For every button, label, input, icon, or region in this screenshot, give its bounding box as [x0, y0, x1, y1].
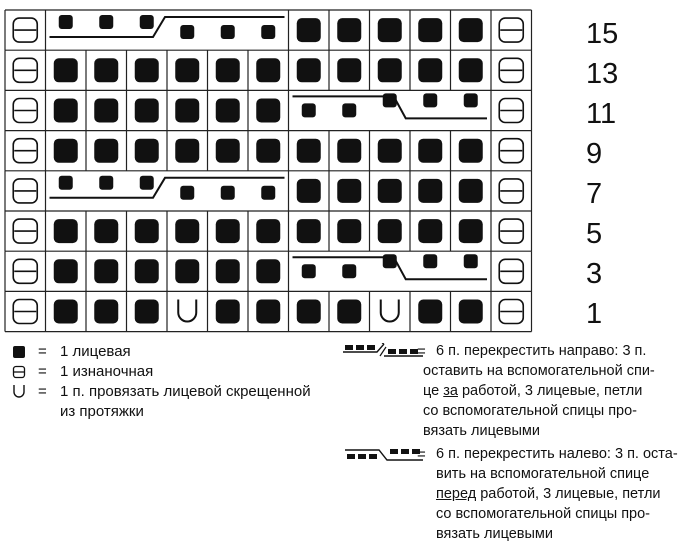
- knit-stitch: [54, 99, 78, 123]
- row-number-15: 15: [586, 18, 619, 50]
- twisted-knit-stitch: [381, 300, 399, 322]
- cable-right-text-5: вязать лицевыми: [423, 423, 540, 439]
- knit-stitch: [256, 99, 280, 123]
- row-number-7: 7: [586, 178, 603, 210]
- cable-stitch: [140, 15, 154, 29]
- knit-stitch: [378, 58, 402, 82]
- purl-stitch: [499, 179, 523, 203]
- purl-stitch: [499, 300, 523, 324]
- knit-stitch: [459, 179, 483, 203]
- knit-stitch: [175, 259, 199, 283]
- purl-stitch: [13, 300, 37, 324]
- cable-stitch: [261, 186, 275, 200]
- knit-stitch: [94, 300, 118, 324]
- twisted-knit-stitch: [178, 300, 196, 322]
- row-number-1: 1: [586, 298, 603, 330]
- cable-left-text-1: 6 п. перекрестить налево: 3 п. оста-: [436, 446, 678, 462]
- legend-eq: =: [417, 446, 426, 463]
- cable-stitch: [423, 254, 437, 268]
- knit-stitch: [256, 58, 280, 82]
- knit-stitch: [94, 99, 118, 123]
- knit-stitch: [216, 99, 240, 123]
- knit-stitch: [297, 18, 321, 42]
- cable-stitch: [464, 254, 478, 268]
- knit-stitch: [459, 300, 483, 324]
- purl-stitch: [13, 179, 37, 203]
- cable-stitch: [99, 15, 113, 29]
- purl-stitch: [13, 219, 37, 243]
- knit-stitch: [54, 58, 78, 82]
- cable-stitch: [423, 93, 437, 107]
- cable-stitch: [464, 93, 478, 107]
- knit-stitch: [459, 58, 483, 82]
- knit-stitch: [94, 139, 118, 163]
- cable-stitch: [180, 25, 194, 39]
- purl-stitch: [13, 139, 37, 163]
- purl-symbol-icon: [12, 365, 26, 379]
- knit-stitch: [216, 139, 240, 163]
- cable-stitch: [302, 103, 316, 117]
- purl-stitch: [13, 99, 37, 123]
- knit-stitch: [297, 58, 321, 82]
- cable-stitch: [342, 264, 356, 278]
- knit-stitch: [94, 259, 118, 283]
- legend-eq: =: [38, 363, 47, 380]
- cable-right-text-3: це за работой, 3 лицевые, петли: [423, 383, 643, 399]
- knit-stitch: [459, 219, 483, 243]
- knit-stitch: [418, 58, 442, 82]
- knit-stitch: [297, 179, 321, 203]
- legend-eq: =: [417, 343, 426, 360]
- cable-stitch: [342, 103, 356, 117]
- cable-stitch: [99, 176, 113, 190]
- twist-symbol-icon: [12, 384, 26, 400]
- cable-stitch: [180, 186, 194, 200]
- cable-stitch: [221, 25, 235, 39]
- cable-stitch: [221, 186, 235, 200]
- cable-left-text-2: вить на вспомогательной спице: [436, 466, 650, 482]
- legend-eq: =: [38, 343, 47, 360]
- knit-stitch: [378, 18, 402, 42]
- cable-right-text-2: оставить на вспомогательной спи-: [423, 363, 655, 379]
- cable-stitch: [302, 264, 316, 278]
- cable-stitch: [140, 176, 154, 190]
- legend-twist-label-2: из протяжки: [60, 403, 144, 420]
- cable-right-symbol-icon: [343, 343, 425, 357]
- knit-stitch: [135, 300, 159, 324]
- knit-stitch: [94, 58, 118, 82]
- knit-stitch: [418, 219, 442, 243]
- row-number-3: 3: [586, 258, 603, 290]
- cable-cross-right: [47, 11, 288, 49]
- knit-stitch: [337, 219, 361, 243]
- knit-stitch: [135, 99, 159, 123]
- knit-stitch: [337, 300, 361, 324]
- knit-stitch: [94, 219, 118, 243]
- knit-stitch: [256, 259, 280, 283]
- knit-stitch: [216, 58, 240, 82]
- knit-stitch: [297, 139, 321, 163]
- knit-stitch: [337, 58, 361, 82]
- row-number-11: 11: [586, 98, 617, 130]
- knit-symbol-icon: [12, 345, 26, 359]
- knit-stitch: [135, 58, 159, 82]
- purl-stitch: [499, 58, 523, 82]
- knit-stitch: [256, 219, 280, 243]
- knit-stitch: [337, 18, 361, 42]
- row-number-13: 13: [586, 58, 619, 90]
- knit-stitch: [337, 139, 361, 163]
- knit-stitch: [135, 219, 159, 243]
- cable-cross-right: [47, 172, 288, 210]
- purl-stitch: [13, 18, 37, 42]
- knit-stitch: [418, 179, 442, 203]
- knit-stitch: [418, 139, 442, 163]
- knit-stitch: [337, 179, 361, 203]
- purl-stitch: [13, 259, 37, 283]
- legend-twist-label-1: 1 п. провязать лицевой скрещенной: [60, 383, 311, 400]
- knit-stitch: [378, 179, 402, 203]
- purl-stitch: [13, 58, 37, 82]
- row-number-5: 5: [586, 218, 603, 250]
- knit-stitch: [54, 259, 78, 283]
- cable-left-symbol-icon: [343, 446, 425, 462]
- knit-stitch: [459, 18, 483, 42]
- cable-right-text-4: со вспомогательной спицы про-: [423, 403, 638, 419]
- knit-stitch: [216, 300, 240, 324]
- knit-stitch: [418, 300, 442, 324]
- knit-stitch: [378, 139, 402, 163]
- knit-stitch: [297, 300, 321, 324]
- knit-stitch: [54, 219, 78, 243]
- knit-stitch: [54, 139, 78, 163]
- purl-stitch: [499, 219, 523, 243]
- knit-stitch: [135, 259, 159, 283]
- knit-stitch: [256, 139, 280, 163]
- cable-stitch: [261, 25, 275, 39]
- knit-stitch: [135, 139, 159, 163]
- knit-stitch: [175, 219, 199, 243]
- knit-stitch: [256, 300, 280, 324]
- knit-stitch: [216, 219, 240, 243]
- legend-knit-label: 1 лицевая: [60, 343, 131, 360]
- legend-eq: =: [38, 383, 47, 400]
- knit-stitch: [54, 300, 78, 324]
- row-number-9: 9: [586, 138, 603, 170]
- purl-stitch: [499, 99, 523, 123]
- cable-cross-left: [290, 252, 491, 290]
- cable-left-text-5: вязать лицевыми: [436, 526, 553, 542]
- cable-cross-left: [290, 91, 491, 129]
- knit-stitch: [459, 139, 483, 163]
- cable-left-text-4: со вспомогательной спицы про-: [436, 506, 651, 522]
- knit-stitch: [378, 219, 402, 243]
- knit-stitch: [175, 58, 199, 82]
- knit-stitch: [418, 18, 442, 42]
- cable-right-text-1: 6 п. перекрестить направо: 3 п.: [436, 343, 647, 359]
- purl-stitch: [499, 259, 523, 283]
- legend-purl-label: 1 изнаночная: [60, 363, 154, 380]
- knit-stitch: [175, 99, 199, 123]
- knit-stitch: [297, 219, 321, 243]
- knit-stitch: [216, 259, 240, 283]
- cable-stitch: [59, 15, 73, 29]
- cable-stitch: [59, 176, 73, 190]
- purl-stitch: [499, 18, 523, 42]
- purl-stitch: [499, 139, 523, 163]
- knit-stitch: [175, 139, 199, 163]
- cable-left-text-3: перед работой, 3 лицевые, петли: [436, 486, 661, 502]
